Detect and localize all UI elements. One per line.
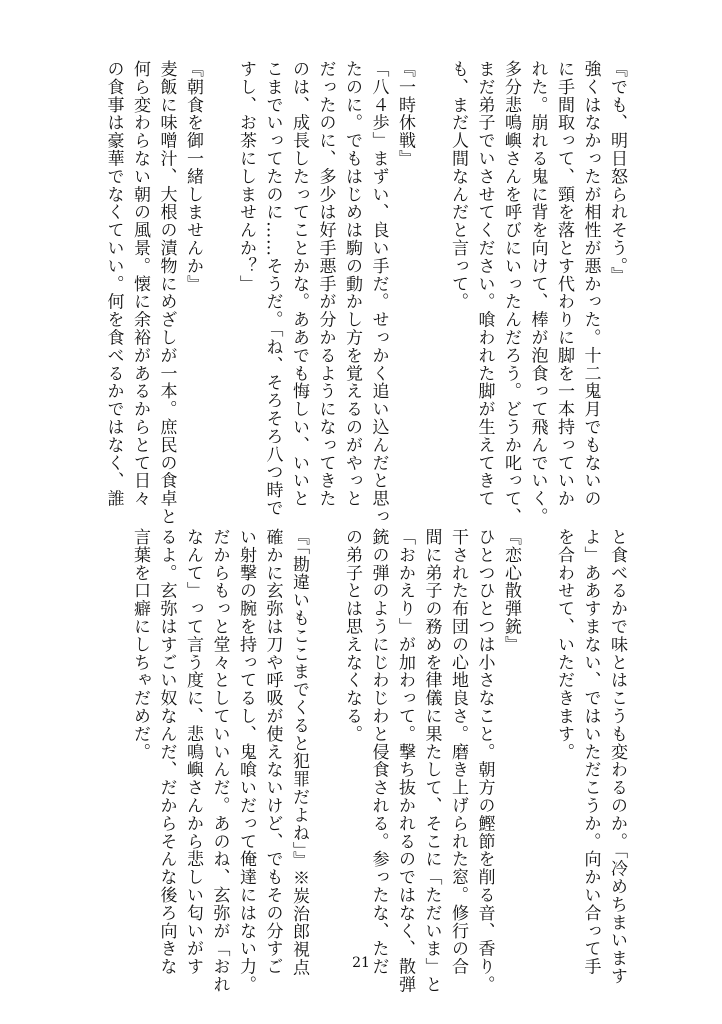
text-line: も、まだ人間なんだと言って。: [448, 60, 468, 311]
text-line: 「八４歩」まずい、良い手だ。せっかく追い込んだと思っ: [368, 60, 389, 526]
text-line: 『でも、明日怒られそう。』: [607, 60, 627, 285]
text-line: れた。崩れる鬼に背を向けて、棒が泡食って飛んでいく。: [527, 60, 548, 526]
text-line: を合わせて、いただきます。: [554, 528, 574, 761]
text-line: こまでいってたのに……そうだ。「ね、そろそろ八つ時で: [262, 60, 283, 517]
text-line: 言葉を口癖にしちゃだめだ。: [130, 528, 150, 761]
text-line: すし、お茶にしませんか？」: [236, 60, 256, 293]
text-line: に手間取って、頸を落とす代わりに脚を一本持っていか: [554, 60, 574, 508]
text-line: るよ。玄弥はすごい奴なんだ、だからそんな後ろ向きな: [156, 528, 177, 976]
text-line: 「おかえり」が加わって。撃ち抜かれるのではなく、散弾: [395, 528, 415, 994]
text-line: だからもっと堂々としていいんだ。あのね、玄弥が「おれ: [209, 528, 230, 994]
text-line: 多分悲鳴嶼さんを呼びにいったんだろう。どうか叱って、: [501, 60, 521, 526]
text-line: なんて」って言う度に、悲鳴嶼さんから悲しい匂いがす: [183, 528, 203, 976]
blank-line: [418, 60, 445, 500]
text-line: 『一時休戦』: [395, 60, 415, 168]
text-line: たのに。でもはじめは駒の動かし方を覚えるのがやっと: [342, 60, 362, 508]
text-line: ひとつひとつは小さなこと。朝方の鰹節を削る音、香り。: [474, 528, 495, 994]
text-line: のは、成長したってことかな。ああでも悔しい、いいと: [289, 60, 309, 508]
text-line: と食べるかで味とはこうも変わるのか。「冷めちまいます: [607, 528, 627, 985]
text-line: 強くはなかったが相性が悪かった。十二鬼月でもないの: [580, 60, 601, 508]
text-line: 『恋心散弾銃』: [501, 528, 521, 654]
text-line: 『朝食を御一緒しませんか』: [183, 60, 203, 293]
text-line: 間に弟子の務めを律儀に果たして、そこに「ただいま」と: [421, 528, 442, 994]
blank-line: [206, 60, 233, 500]
text-line: まだ弟子でいさせてください。喰われた脚が生えてきて: [474, 60, 495, 508]
text-line: 何ら変わらない朝の風景。懐に余裕があるからとて日々: [130, 60, 150, 508]
text-line: の食事は豪華でなくていい。何を食べるかではなく、誰: [103, 60, 124, 508]
text-line: い射撃の腕を持ってるし、鬼喰いだって俺達にはない力。: [236, 528, 256, 994]
text-line: だったのに、多少は好手悪手が分かるようになってきた: [315, 60, 336, 508]
blank-line: [524, 528, 551, 958]
blank-line: [312, 528, 339, 958]
text-line: 確かに玄弥は刀や呼吸が使えないけど、でもその分すご: [262, 528, 283, 976]
text-line: の弟子とは思えなくなる。: [342, 528, 362, 743]
text-line: 銃の弾のようにじわじわと侵食される。参ったな、ただ: [368, 528, 389, 976]
text-line: 干された布団の心地良さ。磨き上げられた窓。修行の合: [448, 528, 468, 976]
top-text-block: [100, 60, 630, 526]
page-number: 21: [352, 955, 370, 971]
text-line: よ」ああすまない、ではいただこうか。向かい合って手: [580, 528, 601, 976]
text-line: 『「勘違いもここまでくると犯罪だよね」』※炭治郎視点: [289, 528, 309, 977]
text-line: 麦飯に味噌汁、大根の漬物にめざしが一本。庶民の食卓と: [156, 60, 177, 526]
